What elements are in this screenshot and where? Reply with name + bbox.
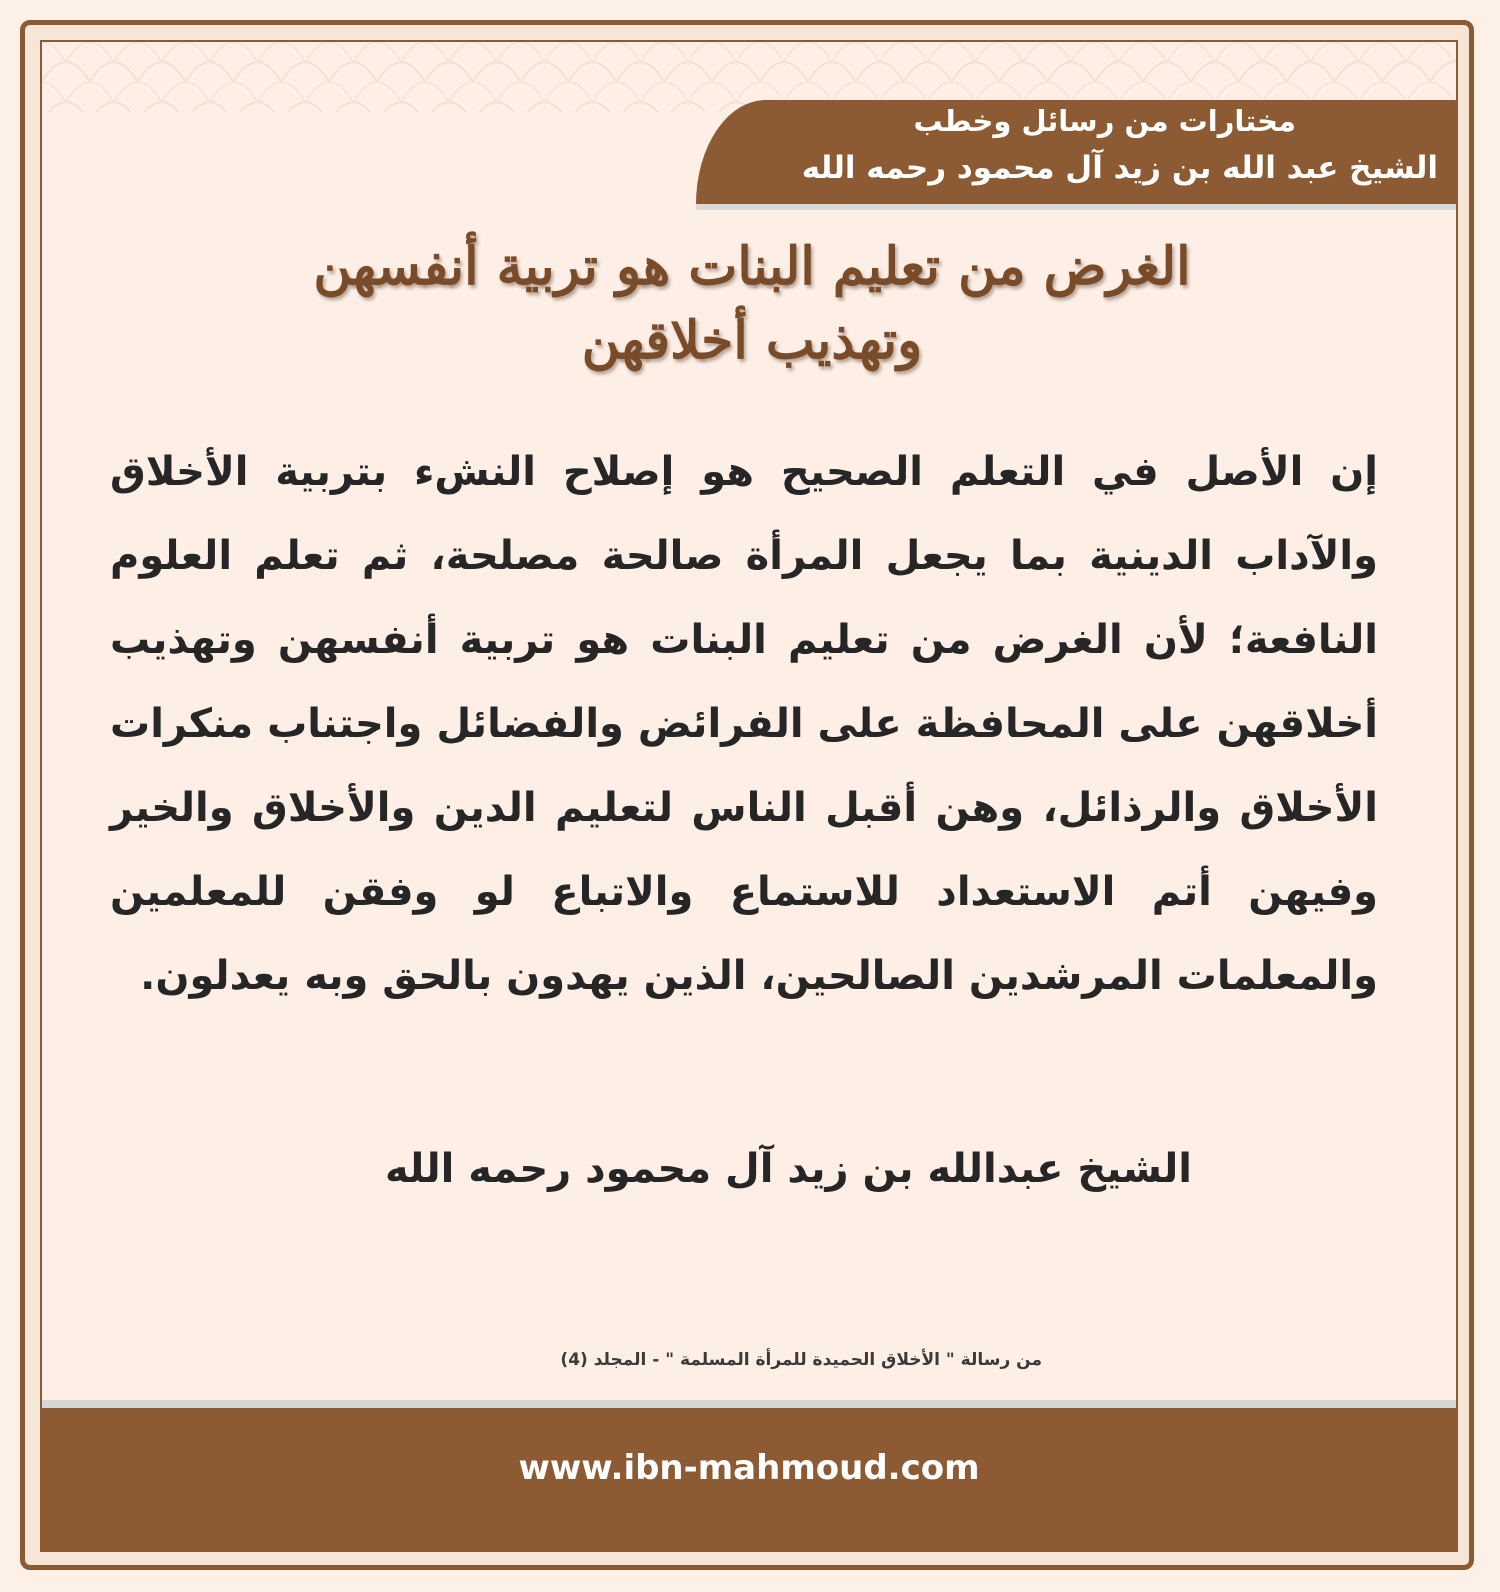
page-title [132,230,1372,378]
header-band [696,100,1456,204]
content-panel [40,40,1458,1552]
header-subtitle: مختارات من رسائل وخطب [913,104,1296,138]
footer-separator [42,1400,1456,1408]
source-citation: من رسالة " الأخلاق الحميدة للمرأة المسلمة " - المجلد (4) [560,1350,1042,1370]
title-line-1: الغرض من تعليم البنات هو تربية أنفسهن [313,236,1191,297]
body-paragraph: إن الأصل في التعلم الصحيح هو إصلاح النشء بتربية الأخلاق والآداب الدينية بما يجعل المرأة صالحة مصلحة، ثم تعلم العلوم النافعة؛ لأن الغرض من تعليم البنات هو تربية أنفسهن وتهذيب أخلاقهن على المحافظة على الفرائض والفضائل واجتناب منكرات الأخلاق والرذائل، وهن أقبل الناس لتعليم الدين والأخلاق والخير وفيهن أتم الاستعداد للاستماع والاتباع لو وفقن للمعلمين والمعلمات المرشدين الصالحين، الذين يهدون بالحق وبه يعدلون. [110,449,1378,999]
header-author: الشيخ عبد الله بن زيد آل محمود رحمه الله [801,150,1438,186]
title-line-2: وتهذيب أخلاقهن [581,310,923,371]
website-link[interactable]: www.ibn-mahmoud.com [518,1448,980,1488]
signature: الشيخ عبدالله بن زيد آل محمود رحمه الله [385,1146,1192,1192]
